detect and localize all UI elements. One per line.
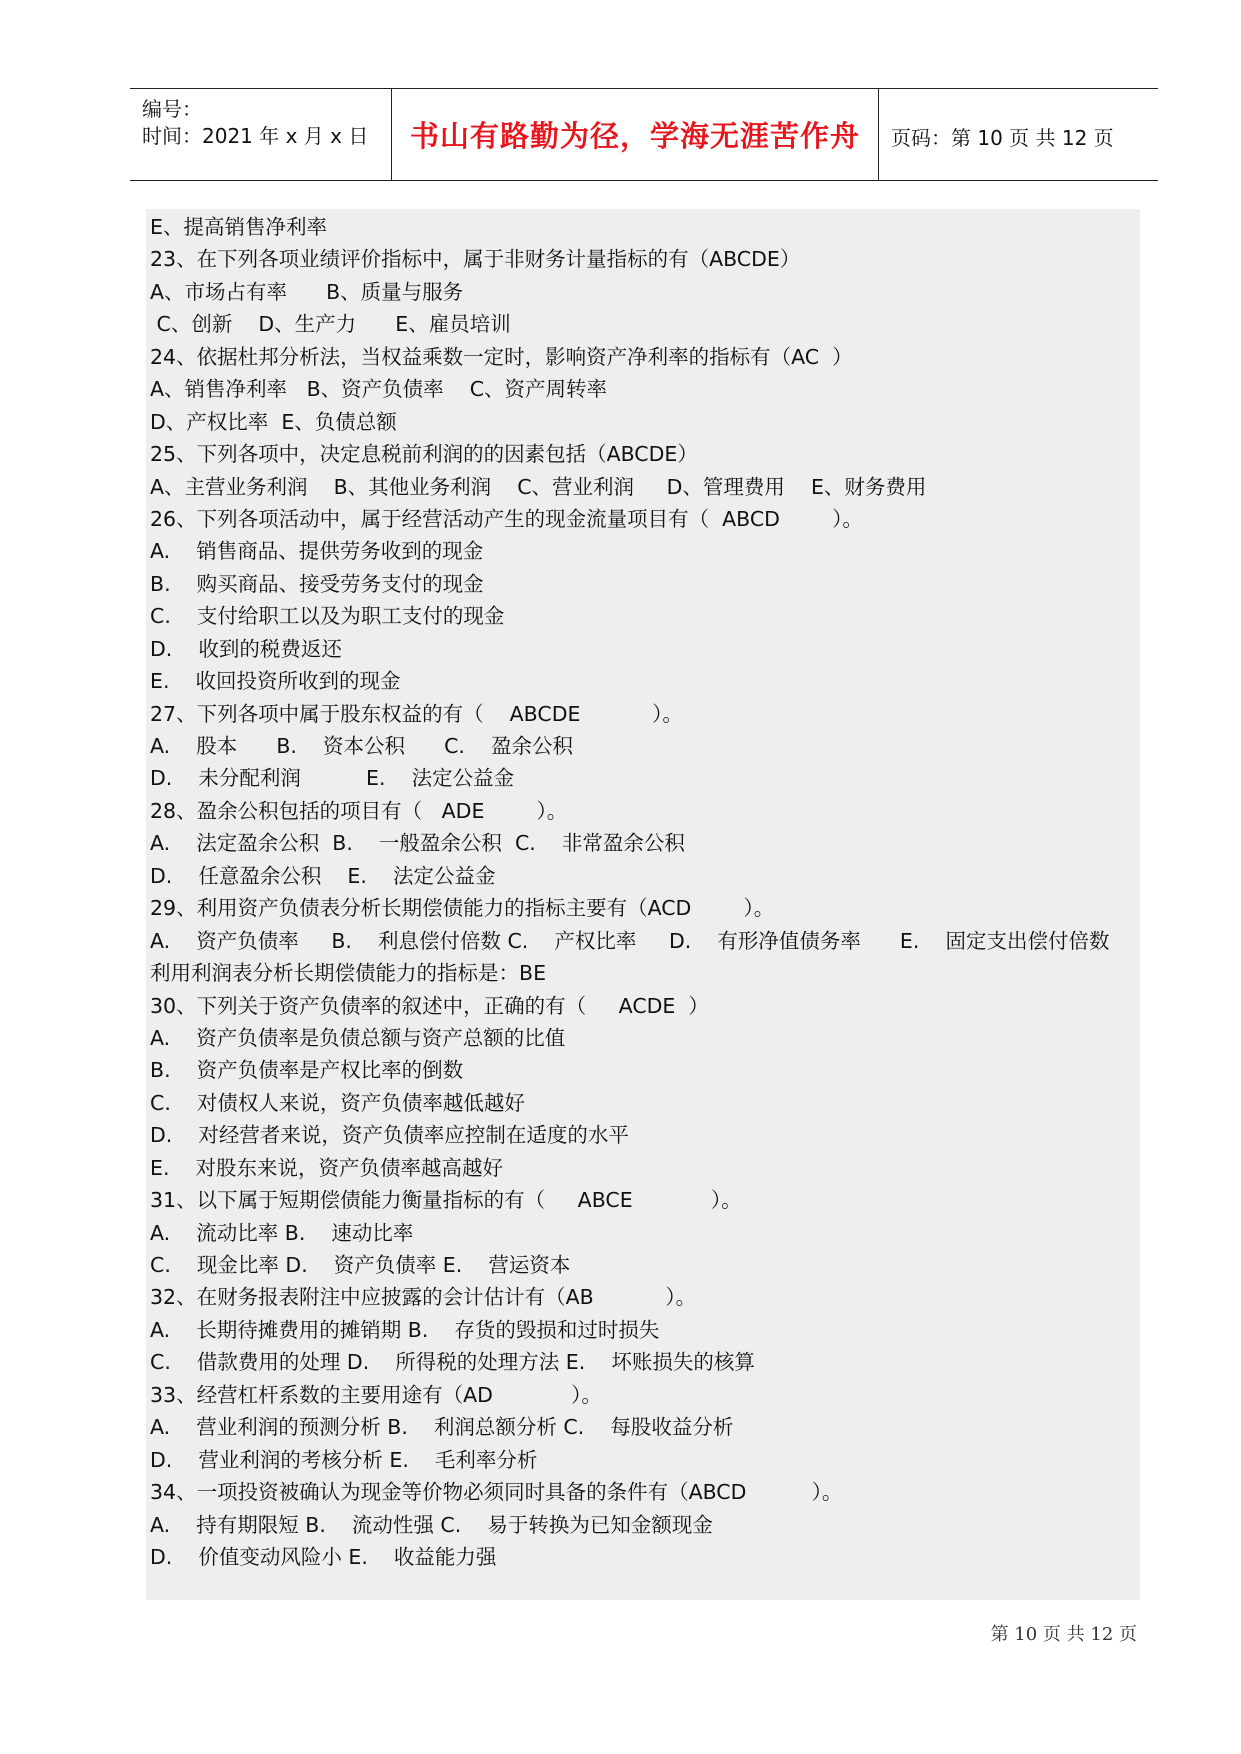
text-line: 27、下列各项中属于股东权益的有（ ABCDE ）。 bbox=[150, 701, 683, 726]
text-line: A、销售净利率 B、资产负债率 C、资产周转率 bbox=[150, 377, 608, 402]
text-line: D. 任意盈余公积 E. 法定公益金 bbox=[150, 863, 496, 888]
serial-label: 编号： bbox=[142, 97, 202, 121]
text-line: 24、依据杜邦分析法，当权益乘数一定时，影响资产净利率的指标有（AC ） bbox=[150, 344, 853, 369]
text-line: A. 营业利润的预测分析 B. 利润总额分析 C. 每股收益分析 bbox=[150, 1415, 734, 1440]
header-motto-cell bbox=[392, 89, 879, 180]
text-line: D. 对经营者来说，资产负债率应控制在适度的水平 bbox=[150, 1123, 629, 1148]
text-line: 29、利用资产负债表分析长期偿债能力的指标主要有（ACD ）。 bbox=[150, 896, 775, 921]
text-line: 32、在财务报表附注中应披露的会计估计有（AB ）。 bbox=[150, 1285, 697, 1310]
page-code: 页码：第 10 页 共 12 页 bbox=[891, 126, 1114, 150]
text-line: C、创新 D、生产力 E、雇员培训 bbox=[150, 312, 511, 337]
page-footer: 第 10 页 共 12 页 bbox=[990, 1624, 1137, 1645]
text-line: E. 对股东来说，资产负债率越高越好 bbox=[150, 1155, 504, 1180]
question-list bbox=[150, 211, 1130, 1573]
text-line: A. 股本 B. 资本公积 C. 盈余公积 bbox=[150, 734, 573, 758]
text-line: 31、以下属于短期偿债能力衡量指标的有（ ABCE ）。 bbox=[150, 1188, 742, 1213]
text-line: D. 收到的税费返还 bbox=[150, 636, 342, 661]
text-line: D. 营业利润的考核分析 E. 毛利率分析 bbox=[150, 1447, 538, 1472]
text-line: B. 资产负债率是产权比率的倒数 bbox=[150, 1058, 464, 1083]
page-header bbox=[130, 88, 1158, 181]
text-line: A、市场占有率 B、质量与服务 bbox=[150, 279, 464, 304]
text-line: A. 资产负债率是负债总额与资产总额的比值 bbox=[150, 1025, 566, 1050]
text-line: 34、一项投资被确认为现金等价物必须同时具备的条件有（ABCD ）。 bbox=[150, 1480, 843, 1505]
text-line: C. 借款费用的处理 D. 所得税的处理方法 E. 坏账损失的核算 bbox=[150, 1350, 755, 1375]
text-line: 利用利润表分析长期偿债能力的指标是：BE bbox=[150, 961, 547, 986]
content-area bbox=[146, 209, 1140, 1600]
text-line: C. 现金比率 D. 资产负债率 E. 营运资本 bbox=[150, 1253, 571, 1277]
text-line: D. 未分配利润 E. 法定公益金 bbox=[150, 766, 515, 791]
text-line: A. 法定盈余公积 B. 一般盈余公积 C. 非常盈余公积 bbox=[150, 831, 685, 856]
text-line: 30、下列关于资产负债率的叙述中，正确的有（ ACDE ） bbox=[150, 993, 709, 1018]
text-line: D、产权比率 E、负债总额 bbox=[150, 409, 397, 434]
text-line: A. 长期待摊费用的摊销期 B. 存货的毁损和过时损失 bbox=[150, 1317, 660, 1342]
text-line: 23、在下列各项业绩评价指标中，属于非财务计量指标的有（ABCDE） bbox=[150, 247, 801, 272]
text-line: A. 资产负债率 B. 利息偿付倍数 C. 产权比率 D. 有形净值债务率 E. 固定支出偿付倍数 bbox=[150, 928, 1110, 953]
header-page-cell bbox=[879, 89, 1158, 180]
text-line: 28、盈余公积包括的项目有（ ADE ）。 bbox=[150, 798, 568, 823]
text-line: C. 支付给职工以及为职工支付的现金 bbox=[150, 604, 505, 629]
text-line: D. 价值变动风险小 E. 收益能力强 bbox=[150, 1544, 497, 1569]
text-line: E. 收回投资所收到的现金 bbox=[150, 669, 401, 694]
text-line: A. 持有期限短 B. 流动性强 C. 易于转换为已知金额现金 bbox=[150, 1512, 713, 1537]
text-line: 25、下列各项中，决定息税前利润的的因素包括（ABCDE） bbox=[150, 442, 698, 467]
text-line: A. 流动比率 B. 速动比率 bbox=[150, 1220, 414, 1245]
text-line: 33、经营杠杆系数的主要用途有（AD ）。 bbox=[150, 1382, 602, 1407]
text-line: C. 对债权人来说，资产负债率越低越好 bbox=[150, 1090, 525, 1115]
text-line: B. 购买商品、接受劳务支付的现金 bbox=[150, 571, 484, 596]
time-label: 时间：2021 年 x 月 x 日 bbox=[142, 124, 369, 148]
text-line: A、主营业务利润 B、其他业务利润 C、营业利润 D、管理费用 E、财务费用 bbox=[150, 474, 927, 499]
header-info-cell bbox=[130, 89, 392, 180]
text-line: A. 销售商品、提供劳务收到的现金 bbox=[150, 539, 484, 564]
motto: 书山有路勤为径，学海无涯苦作舟 bbox=[409, 119, 860, 153]
text-line: E、提高销售净利率 bbox=[150, 215, 327, 239]
text-line: 26、下列各项活动中，属于经营活动产生的现金流量项目有（ ABCD ）。 bbox=[150, 506, 863, 531]
